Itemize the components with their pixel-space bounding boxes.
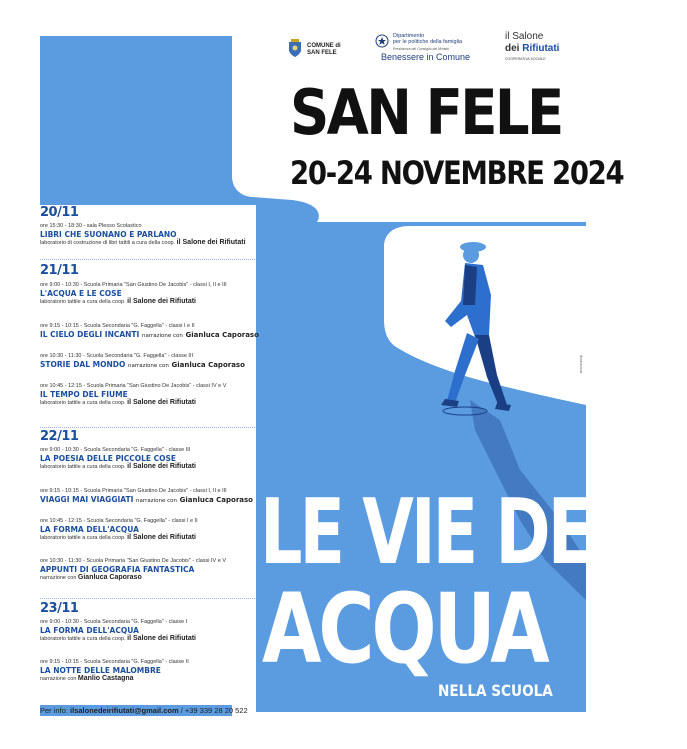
day-date: 22/11: [40, 429, 79, 444]
event-meta: ore 10:30 - 11:30 - Scuola Primaria "San Giustino De Jacobis" - classi IV e V: [40, 558, 226, 564]
event-title: LA FORMA DELL'ACQUA: [40, 626, 139, 635]
event: [40, 323, 259, 341]
event: [40, 383, 255, 407]
event: [40, 558, 255, 582]
event-meta: ore 10:30 - 11:30 - Scuola Secondaria "G. Faggella" - classe III: [40, 353, 193, 359]
hero-title-line2: ACQUA: [262, 573, 547, 685]
event-desc: laboratorio tattile a cura della coop. il Salone dei Rifiutati: [40, 635, 196, 642]
event-desc: narrazione con Manlio Castagna: [40, 675, 134, 682]
salone-line3: COOPERATIVA SOCIALE: [505, 57, 546, 61]
day-date: 23/11: [40, 601, 79, 616]
event: [40, 447, 255, 471]
event-meta: ore 9:15 - 10:15 - Scuola Primaria "San Giustino De Jacobis" - classi I, II e III: [40, 488, 227, 494]
event-meta: ore 9:15 - 10:15 - Scuola Secondaria "G. Faggella" - classi I e II: [40, 323, 195, 329]
contact-info: [40, 706, 248, 715]
divider: [40, 427, 255, 428]
event-title: IL TEMPO DEL FIUME: [40, 390, 128, 399]
event-title: LA POESIA DELLE PICCOLE COSE: [40, 454, 177, 463]
illustration-credit: illustrazione: [579, 355, 583, 374]
info-phone: / +39 339 28 20 522: [178, 706, 248, 715]
event-meta: ore 9:00 - 10:30 - Scuola Primaria "San Giustino De Jacobis" - classi I, II e III: [40, 282, 227, 288]
event: [40, 518, 255, 542]
event-title: APPUNTI DI GEOGRAFIA FANTASTICA: [40, 565, 195, 574]
event-desc: narrazione con Gianluca Caporaso: [40, 574, 142, 581]
dip-line4: Benessere in Comune: [381, 52, 471, 62]
divider: [40, 259, 255, 260]
town-title: SAN FELE: [290, 76, 562, 149]
crest-icon: [287, 38, 303, 58]
event-desc: laboratorio tattile a cura della coop. il Salone dei Rifiutati: [40, 534, 196, 541]
event: [40, 488, 255, 506]
hero-subtitle: NELLA SCUOLA: [438, 681, 553, 700]
dip-line1: Dipartimento: [393, 33, 425, 39]
event-title: LA FORMA DELL'ACQUA: [40, 525, 139, 534]
event-desc: laboratorio tattile a cura della coop. il Salone dei Rifiutati: [40, 399, 196, 406]
salone-line1: il Salone: [505, 31, 544, 42]
event-desc: laboratorio di costruzione di libri tattili a cura della coop. il Salone dei Rifiutati: [40, 239, 246, 246]
event-meta: ore 9:00 - 10:30 - Scuola Secondaria "G. Faggella" - classe I: [40, 619, 188, 625]
event-meta: ore 15:30 - 18:30 - sala Plesso Scolastico: [40, 223, 142, 229]
event-title: STORIE DAL MONDO narrazione con Gianluca Caporaso: [40, 360, 245, 369]
day-date: 21/11: [40, 263, 79, 278]
day-date: 20/11: [40, 205, 79, 220]
info-email[interactable]: ilsalonedeirifiutati@gmail.com: [70, 706, 179, 715]
event-title: L'ACQUA E LE COSE: [40, 289, 122, 298]
event-dates: 20-24 NOVEMBRE 2024: [290, 154, 624, 192]
divider: [40, 598, 255, 599]
event-desc: laboratorio tattile a cura della coop. il Salone dei Rifiutati: [40, 463, 196, 470]
event-meta: ore 10:45 - 12:15 - Scuola Primaria "San Giustino De Jacobis" - classi IV e V: [40, 383, 227, 389]
event: [40, 353, 255, 371]
walker-illustration: [405, 235, 515, 425]
event-title: IL CIELO DEGLI INCANTI narrazione con Gianluca Caporaso: [40, 330, 259, 339]
emblem-icon: [375, 34, 389, 48]
salone-line2b: Rifiutati: [522, 43, 560, 54]
hero-title-line1: LE VIE DELL': [260, 480, 687, 585]
event: [40, 619, 255, 643]
salone-line2a: dei: [505, 43, 523, 54]
event-meta: ore 10:45 - 12:15 - Scuola Secondaria "G. Faggella" - classi I e II: [40, 518, 198, 524]
event: [40, 282, 255, 306]
event-meta: ore 9:15 - 10:15 - Scuola Secondaria "G. Faggella" - classe II: [40, 659, 189, 665]
event-title: VIAGGI MAI VIAGGIATI narrazione con Gianluca Caporaso: [40, 495, 253, 504]
comune-line1: COMUNE di: [307, 43, 341, 49]
event: [40, 223, 255, 247]
event: [40, 659, 255, 683]
info-label: Per info:: [40, 706, 68, 715]
event-meta: ore 9:00 - 10:30 - Scuola Secondaria "G. Faggella" - classe III: [40, 447, 191, 453]
event-title: LA NOTTE DELLE MALOMBRE: [40, 666, 161, 675]
partner-logos: [285, 30, 565, 70]
event-desc: laboratorio tattile a cura della coop. il Salone dei Rifiutati: [40, 298, 196, 305]
dip-line3: Presidenza del Consiglio dei Ministri: [393, 47, 450, 51]
comune-line2: SAN FELE: [307, 50, 337, 56]
dip-line2: per le politiche della famiglia: [393, 39, 463, 45]
event-title: LIBRI CHE SUONANO E PARLANO: [40, 230, 177, 239]
